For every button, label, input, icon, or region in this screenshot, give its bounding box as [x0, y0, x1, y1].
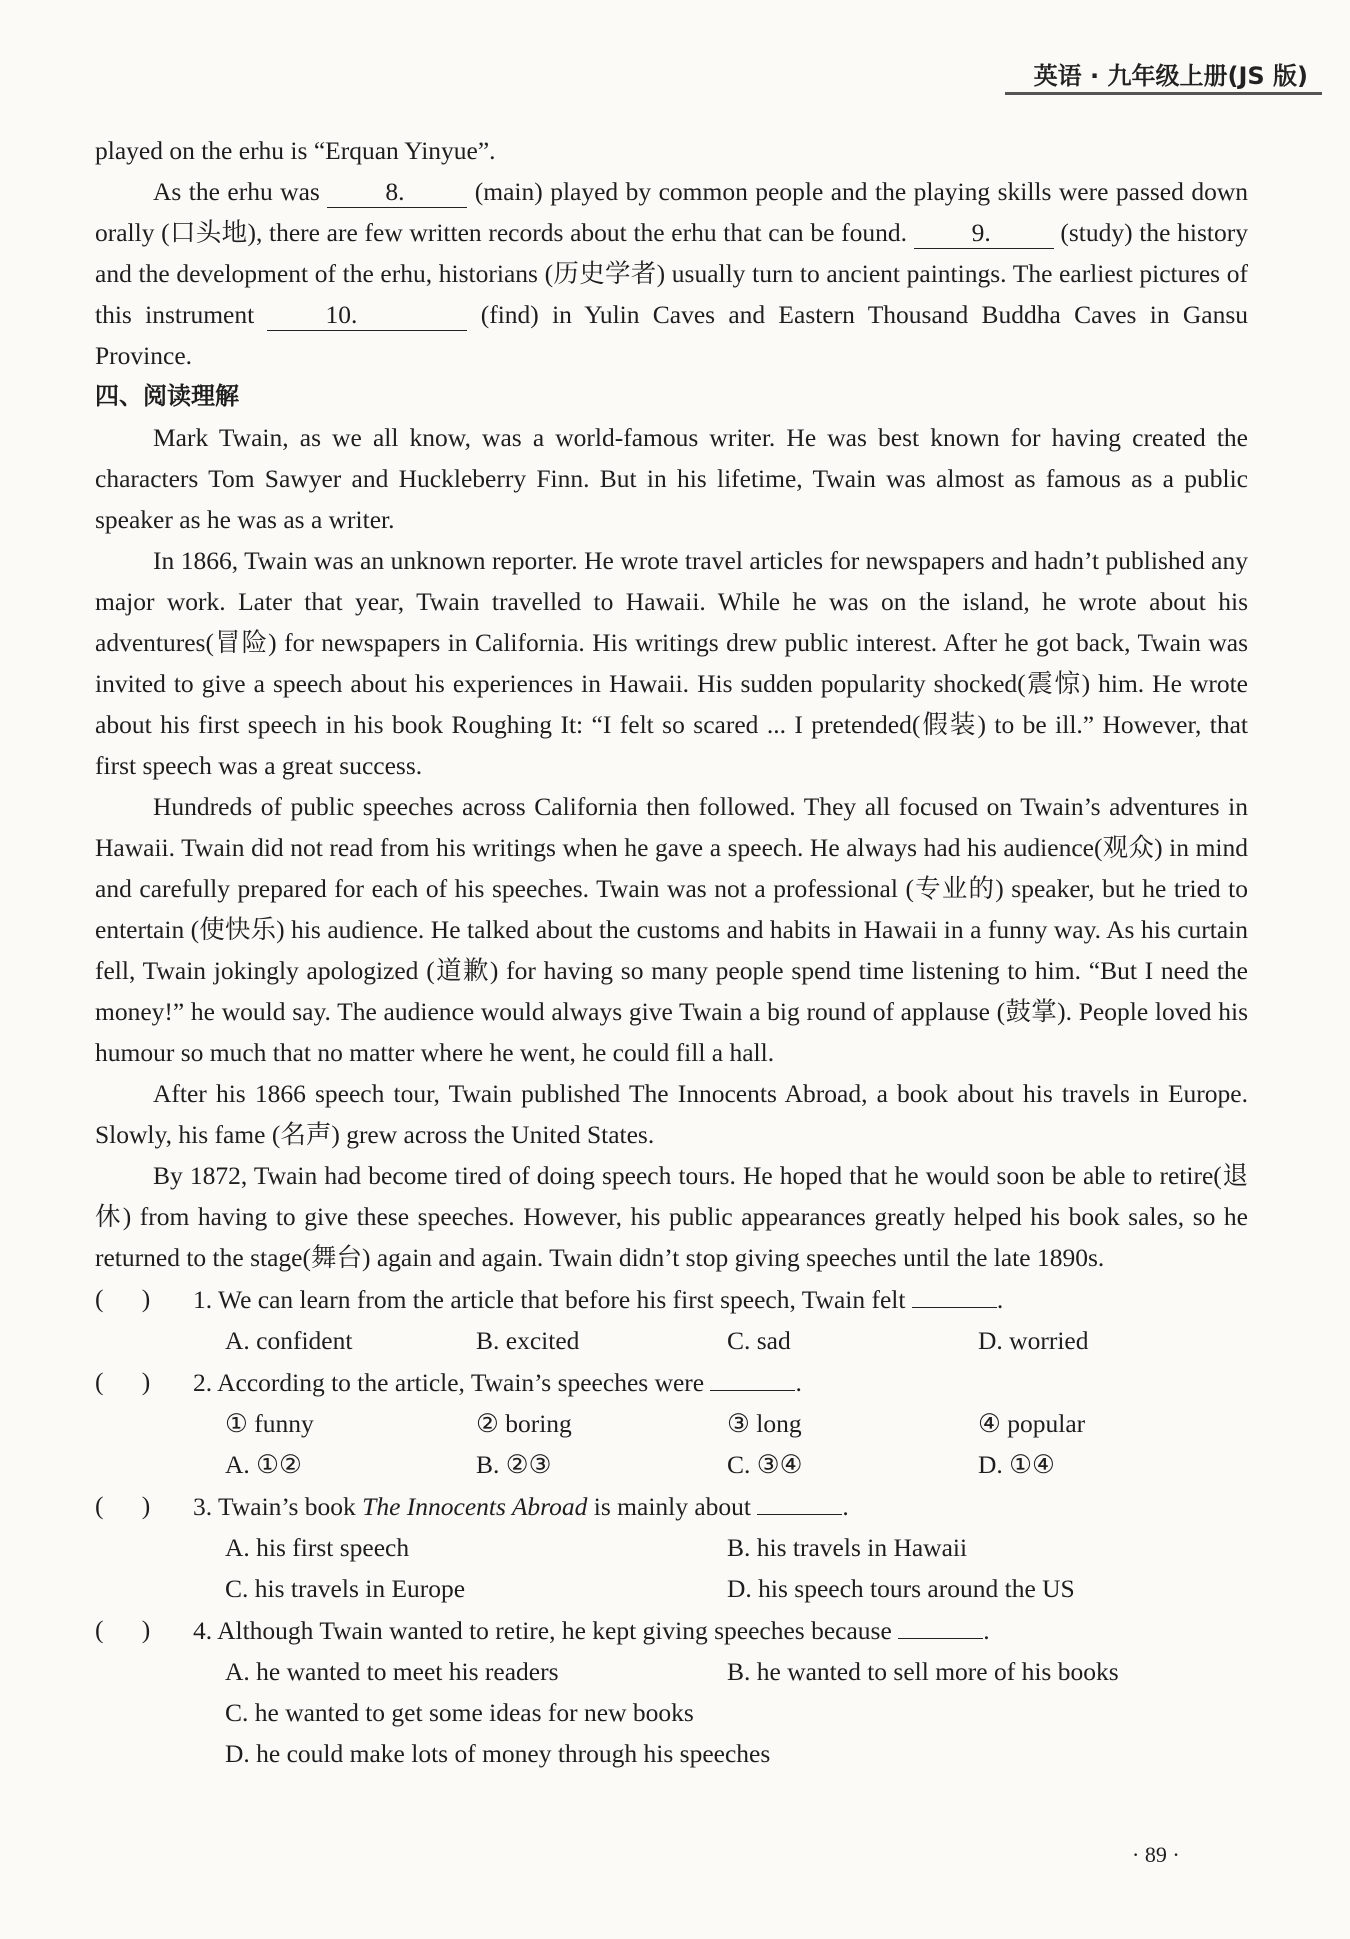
question-stem-text: 3. Twain’s book	[193, 1492, 363, 1521]
question-end: .	[842, 1492, 849, 1521]
question-1	[95, 1278, 1248, 1320]
passage-paragraph-5: By 1872, Twain had become tired of doing speech tours. He hoped that he would soon be able to retire(退休) from having to give these speeches. However, his public appearances greatly helped his book sales, so he returned to the stage(舞台) again and again. Twain didn’t stop giving speeches until the late 1890s.	[95, 1161, 1248, 1272]
blank-number: 10.	[325, 300, 358, 329]
option-c[interactable]: C. he wanted to get some ideas for new books	[225, 1698, 694, 1727]
page-number: · 89 ·	[1132, 1842, 1180, 1867]
blank-10[interactable]	[267, 301, 467, 331]
question-4	[95, 1609, 1248, 1651]
item-1: ① funny	[225, 1409, 314, 1438]
option-d[interactable]: D. his speech tours around the US	[727, 1574, 1075, 1603]
item-3: ③ long	[727, 1409, 802, 1438]
question-stem-text: 4. Although Twain wanted to retire, he kept giving speeches because	[193, 1616, 892, 1645]
question-2-items	[225, 1403, 1248, 1444]
question-stem	[193, 1278, 1248, 1320]
blank-8[interactable]	[327, 178, 467, 208]
passage-paragraph-1: Mark Twain, as we all know, was a world-famous writer. He was best known for having created the characters Tom Sawyer and Huckleberry Finn. But in his lifetime, Twain was almost as famous as a public speaker as he was as a writer.	[95, 423, 1248, 534]
option-c[interactable]: C. sad	[727, 1326, 791, 1355]
page-content	[95, 130, 1248, 1774]
item-4: ④ popular	[978, 1409, 1086, 1438]
passage-paragraph-4: After his 1866 speech tour, Twain published The Innocents Abroad, a book about his travels in Europe. Slowly, his fame (名声) grew across the United States.	[95, 1079, 1248, 1149]
question-stem-text: is mainly about	[587, 1492, 752, 1521]
question-stem	[193, 1361, 1248, 1403]
question-4-options-row-1	[225, 1651, 1248, 1692]
section-heading: 四、阅读理解	[95, 382, 239, 410]
cloze-paragraph	[95, 171, 1248, 376]
question-end: .	[795, 1368, 802, 1397]
question-1-options	[225, 1320, 1248, 1361]
answer-blank[interactable]	[898, 1609, 983, 1639]
question-end: .	[996, 1285, 1004, 1314]
cloze-text: (main) played by common people and the playing skills were passed down orally (口头地), there are few written records about the erhu that can be found.	[95, 177, 1248, 247]
question-3-options-row-1	[225, 1527, 1248, 1568]
option-c[interactable]: C. ③④	[727, 1450, 803, 1479]
book-title-italic: The Innocents Abroad	[362, 1492, 588, 1521]
cloze-text: (study) the history and the development of the erhu, historians (历史学者) usually turn to ancient paintings. The earliest pictures of this instrument	[95, 218, 1248, 329]
option-b[interactable]: B. ②③	[476, 1450, 552, 1479]
question-3-options-row-2	[225, 1568, 1248, 1609]
book-title: 英语 · 九年级上册(JS 版)	[1033, 62, 1308, 90]
question-end: .	[983, 1616, 990, 1645]
answer-paren[interactable]: ( )	[95, 1367, 151, 1396]
blank-9[interactable]	[914, 219, 1054, 249]
option-c[interactable]: C. his travels in Europe	[225, 1574, 466, 1603]
answer-paren[interactable]: ( )	[95, 1284, 151, 1313]
blank-number: 9.	[971, 218, 991, 247]
option-d[interactable]: D. ①④	[978, 1450, 1055, 1479]
cloze-text: As the erhu was	[153, 177, 328, 206]
question-4-option-c-row	[225, 1692, 1248, 1733]
passage-paragraph-2: In 1866, Twain was an unknown reporter. He wrote travel articles for newspapers and hadn’t published any major work. Later that year, Twain travelled to Hawaii. While he was on the island, he wrote about his adventures(冒险) for newspapers in California. His writings drew public interest. After he got back, Twain was invited to give a speech about his experiences in Hawaii. His sudden popularity shocked(震惊) him. He wrote about his first speech in his book Roughing It: “I felt so scared ... I pretended(假装) to be ill.” However, that first speech was a great success.	[95, 546, 1248, 780]
cloze-text: (find) in Yulin Caves and Eastern Thousand Buddha Caves in Gansu Province.	[95, 300, 1248, 370]
option-a[interactable]: A. confident	[225, 1326, 353, 1355]
option-b[interactable]: B. excited	[476, 1326, 580, 1355]
answer-blank[interactable]	[912, 1278, 997, 1308]
question-stem-text: 1. We can learn from the article that before his first speech, Twain felt	[193, 1285, 906, 1314]
item-2: ② boring	[476, 1409, 572, 1438]
header-rule	[1005, 92, 1322, 95]
option-b[interactable]: B. he wanted to sell more of his books	[727, 1657, 1119, 1686]
answer-blank[interactable]	[710, 1361, 795, 1391]
option-a[interactable]: A. ①②	[225, 1450, 302, 1479]
page-header	[0, 0, 1350, 96]
cloze-line-1: played on the erhu is “Erquan Yinyue”.	[95, 136, 496, 165]
option-d[interactable]: D. he could make lots of money through his speeches	[225, 1739, 771, 1768]
option-a[interactable]: A. he wanted to meet his readers	[225, 1657, 559, 1686]
question-stem	[193, 1609, 1248, 1651]
option-d[interactable]: D. worried	[978, 1326, 1089, 1355]
option-b[interactable]: B. his travels in Hawaii	[727, 1533, 968, 1562]
question-stem	[193, 1485, 1248, 1527]
option-a[interactable]: A. his first speech	[225, 1533, 410, 1562]
answer-paren[interactable]: ( )	[95, 1615, 151, 1644]
answer-paren[interactable]: ( )	[95, 1491, 151, 1520]
passage-paragraph-3: Hundreds of public speeches across California then followed. They all focused on Twain’s adventures in Hawaii. Twain did not read from his writings when he gave a speech. He always had his audience(观众) in mind and carefully prepared for each of his speeches. Twain was not a professional (专业的) speaker, but he tried to entertain (使快乐) his audience. He talked about the customs and habits in Hawaii in a funny way. As his curtain fell, Twain jokingly apologized (道歉) for having so many people spend time listening to him. “But I need the money!” he would say. The audience would always give Twain a big round of applause (鼓掌). People loved his humour so much that no matter where he went, he could fill a hall.	[95, 792, 1248, 1067]
question-2	[95, 1361, 1248, 1403]
blank-number: 8.	[385, 177, 405, 206]
question-4-option-d-row	[225, 1733, 1248, 1774]
answer-blank[interactable]	[757, 1485, 842, 1515]
question-stem-text: 2. According to the article, Twain’s speeches were	[193, 1368, 705, 1397]
question-3	[95, 1485, 1248, 1527]
question-2-options	[225, 1444, 1248, 1485]
